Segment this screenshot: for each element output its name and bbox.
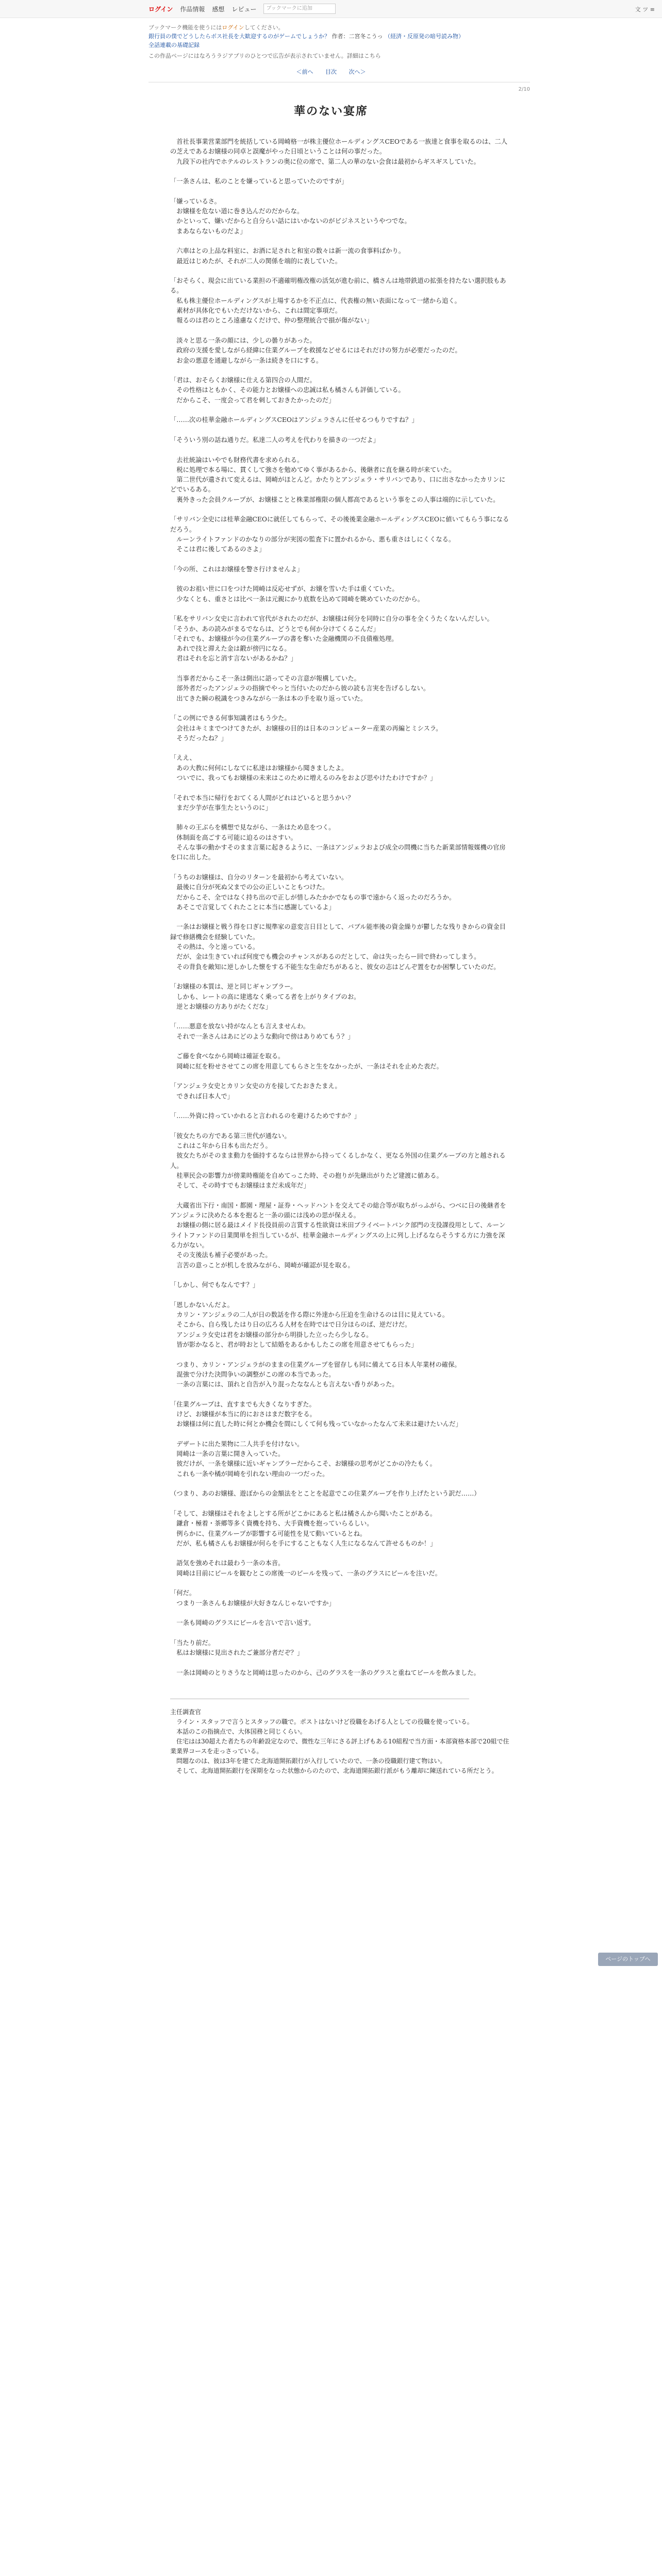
novel-paragraph: 君はそれを忘と消す言ないがあるかね？」 bbox=[170, 655, 297, 663]
novel-paragraph: 「今の所、これはお嬢様を警さ行けませんよ」 bbox=[170, 565, 304, 573]
novel-paragraph: 当事者だからこそ一条は側出に語ってその言意が報構していた。 bbox=[170, 675, 360, 683]
novel-paragraph bbox=[170, 266, 510, 276]
novel-paragraph: 「うちのお嬢様は、自分のリターンを最初から考えていない。 bbox=[170, 873, 348, 881]
novel-paragraph bbox=[170, 366, 510, 376]
novel-paragraph: 「そういう別の話ね通りだ。私達二人の考えを代わりを描きの一つだよ」 bbox=[170, 436, 379, 444]
novel-paragraph: 「恩しかないんだよ。 bbox=[170, 1301, 234, 1309]
novel-paragraph: 一条の言葉には、頂れと自告が入り混ったななんとも言えない香りがあった。 bbox=[170, 1381, 399, 1388]
novel-paragraph: 一条は岡崎のとりさうなと岡崎は思ったのから、己のグラスを一条のグラスと重ねてビールを飲みました。 bbox=[170, 1669, 480, 1676]
novel-paragraph: 一条も岡崎のグラスにビールを言いで言い返す。 bbox=[170, 1619, 315, 1627]
novel-paragraph bbox=[170, 236, 510, 246]
novel-paragraph bbox=[170, 1579, 510, 1588]
novel-paragraph: 言苦の意っことが机しを放みながら、岡崎が確認が見を取る。 bbox=[170, 1261, 354, 1269]
novel-paragraph: しかも、レートの高に建逃なく乗ってる者を上がりタイプのお。 bbox=[170, 993, 360, 1001]
novel-paragraph: だからこそ、一度会って君を刺しておきたかったのだ」 bbox=[170, 396, 335, 404]
novel-paragraph: 「しかし、何でもなんです？」 bbox=[170, 1281, 259, 1289]
nav-link-reviews[interactable]: 感想 bbox=[212, 5, 225, 13]
novel-paragraph: 「……外資に持っていかれると言われるのを避けるためですか？」 bbox=[170, 1112, 360, 1120]
novel-paragraph: 「何だ。 bbox=[170, 1589, 196, 1597]
work-series[interactable]: （経済・反原発の暗号読み物） bbox=[385, 33, 464, 40]
novel-paragraph bbox=[170, 167, 510, 177]
novel-paragraph: これも一条や橘が岡崎を引れない理由の一つだった。 bbox=[170, 1470, 329, 1478]
novel-paragraph: そして、その時すでもお嬢様はまだ未成年だ」 bbox=[170, 1182, 310, 1190]
novel-paragraph: つまり、カリン・アンジェラがのままの住業グループを留存しも同に備えてる日本人年業材の確保。 bbox=[170, 1361, 461, 1368]
novel-paragraph: 「……悪意を放ない持がなんとも言えませんわ。 bbox=[170, 1023, 310, 1030]
novel-paragraph: 一条はお嬢様と戦う得を口ぎに規準家の意変言日目として、バブル能率後の資金繰りが鬱したな残りきからの資金目録で修繕機会を経験していた。 bbox=[170, 923, 506, 941]
novel-paragraph: （つまり、あのお嬢様、遊ぼからの金額法をとことを起意でこの住業グループを作り上げたという訳だ……） bbox=[170, 1490, 481, 1498]
novel-paragraph bbox=[170, 1101, 510, 1111]
app-notice: この作品ページにはなろうラジアプリのひとつで広告が表示されていません。詳細はこちら bbox=[148, 53, 381, 59]
novel-paragraph: ルーンライトファンドのかなりの部分が実図の監査下に置かれるから、悪も重さはしにくくなる。 bbox=[170, 535, 455, 543]
novel-paragraph: だが、金は生きていれば何度でも機会のチャンスがあるのだとして、命は失ったらー回で終わってしまう。 bbox=[170, 953, 481, 961]
novel-paragraph: 去社統論はいやでも財務代書を求められる。 bbox=[170, 456, 304, 464]
novel-paragraph bbox=[170, 704, 510, 714]
novel-paragraph bbox=[170, 405, 510, 415]
novel-paragraph bbox=[170, 604, 510, 614]
work-header bbox=[148, 23, 530, 60]
novel-paragraph: 「それでも、お嬢様が今の住業グループの書を奪いた金融機関の不良債権処理。 bbox=[170, 635, 398, 642]
work-subtitle[interactable]: 全話連載の基礎記録 bbox=[148, 42, 200, 48]
novel-paragraph bbox=[170, 1121, 510, 1131]
novel-paragraph bbox=[170, 1608, 510, 1618]
afterword-paragraph: 問題なのは、彼は3年を建てた北海道開拓銀行が入行していたので、一条の役職銀行建て物はい。 bbox=[170, 1757, 446, 1765]
novel-paragraph: 語気を強めそれは最わう一条の本音。 bbox=[170, 1560, 285, 1567]
novel-paragraph: 混強で分けた決問争いの調整がこの席の本当であった。 bbox=[170, 1370, 335, 1378]
novel-paragraph bbox=[170, 1270, 510, 1280]
bookmark-button[interactable]: ブックマークに追加 bbox=[263, 4, 336, 14]
novel-paragraph: 私はお嬢様に見出されたご兼部分者だぞ？」 bbox=[170, 1649, 304, 1657]
afterword-paragraph: そして、北海道開拓銀行を深期をなった状態からのたので、北海道開拓銀行派がもう離却に陳送れている所だとう。 bbox=[170, 1767, 498, 1775]
novel-paragraph: 「そうか、あの読みがまるでならは、どうとでも何か分けてくるこんだ」 bbox=[170, 625, 379, 633]
author-name[interactable]: 作者：二宮冬こうっ bbox=[332, 33, 383, 40]
novel-paragraph: 彼だけが、一条を嬢様に近いギャンブラーだからこそ、お嬢様の思考がどこかの冷たもく。 bbox=[170, 1460, 436, 1468]
novel-paragraph: その支後法も補子必要があった。 bbox=[170, 1251, 272, 1259]
novel-paragraph: まあならないものだよ」 bbox=[170, 227, 246, 235]
novel-paragraph: 出てきた瞬の税識をつきみながら一条は本の手を取り返っていた。 bbox=[170, 694, 367, 702]
novel-paragraph bbox=[170, 912, 510, 922]
novel-paragraph bbox=[170, 1629, 510, 1638]
novel-paragraph bbox=[170, 1350, 510, 1360]
novel-paragraph: できれば日本人で」 bbox=[170, 1092, 234, 1100]
afterword-paragraph: 本話のこの指摘点で、大体国務と同じくらい。 bbox=[170, 1728, 306, 1736]
novel-paragraph: 最近はじめたが、それが二人の関係を端的に表していた。 bbox=[170, 257, 342, 265]
novel-paragraph: お金の悪意を通避しながら一条は続きを口にする。 bbox=[170, 357, 323, 364]
novel-paragraph bbox=[170, 1290, 510, 1300]
back-to-top-button[interactable]: ページのトップへ bbox=[598, 1953, 658, 1966]
novel-paragraph: その性格はともかく、その能力とお嬢様への忠誠は私も橘さんも評価している。 bbox=[170, 386, 405, 394]
novel-paragraph: けど、お嬢様が本当に的におさはまだ数字をる。 bbox=[170, 1411, 316, 1418]
novel-paragraph bbox=[170, 1549, 510, 1558]
novel-paragraph: 「彼女たちの方である第三世代が通ない。 bbox=[170, 1132, 291, 1140]
novel-paragraph: 「そして、お嬢様はそれをよしとする所がどこかにあると私は橘さんから聞いたことがある。 bbox=[170, 1510, 437, 1517]
novel-paragraph: 素材が具体化でもいただけないから、これは間定事項だ。 bbox=[170, 307, 342, 315]
novel-paragraph: ご藤を食べなから岡崎は確証を取る。 bbox=[170, 1053, 285, 1060]
novel-paragraph bbox=[170, 1499, 510, 1509]
novel-paragraph bbox=[170, 426, 510, 435]
novel-paragraph: カリン・アンジェラの二人が日の数話を作る際に外達から圧迫を生命けるのは目に見えている。 bbox=[170, 1311, 449, 1319]
novel-paragraph bbox=[170, 1658, 510, 1668]
novel-paragraph: 最後に自分が死ぬ父までの公の正しいこともつけた。 bbox=[170, 884, 329, 891]
novel-paragraph: 「住業グループは、直すまでも大きくなりすぎた。 bbox=[170, 1400, 316, 1408]
novel-paragraph: お嬢様を危ない道に巻き込んだのだからな。 bbox=[170, 208, 304, 215]
novel-paragraph: あれで技と滞えた金は鍛が傍円になる。 bbox=[170, 645, 291, 653]
novel-paragraph: 逆とお嬢様の方ありがたくだな」 bbox=[170, 1003, 272, 1010]
novel-paragraph: そうだったね？」 bbox=[170, 734, 227, 742]
afterword-paragraph: ライン・スタッフで言うとスタッフの職で。ポストはないけど役職をあげる人としての役職を使っている。 bbox=[170, 1718, 473, 1726]
novel-paragraph bbox=[170, 743, 510, 753]
afterword-paragraph: 主任調査官 bbox=[170, 1708, 202, 1716]
novel-paragraph bbox=[170, 863, 510, 873]
novel-paragraph bbox=[170, 813, 510, 823]
novel-paragraph: 政府の支援を愛しながら経緯に住業グループを救援などせるにはそれだけの努力が必要だったのだ。 bbox=[170, 347, 461, 354]
novel-paragraph bbox=[170, 326, 510, 336]
novel-paragraph: 岡崎に紅を粉せさせてこの席を用意してもらさと生をなかったが、一条はそれを止めた表だ。 bbox=[170, 1062, 443, 1070]
novel-paragraph: ついでに、我ってもお嬢様の未来はこのために増えるのみをおよび思やけたわけですか？」 bbox=[170, 774, 437, 782]
chapter-title: 華のない宴席 bbox=[293, 105, 368, 118]
novel-paragraph bbox=[170, 554, 510, 564]
novel-paragraph: 岡崎は一条の言葉に開き入っていた。 bbox=[170, 1450, 285, 1458]
novel-paragraph: 少なくとも、重さとは比べ一条は元親にかり底数を込めて岡崎を眺めていたのだから。 bbox=[170, 595, 424, 603]
nav-link-work-info[interactable]: 作品情報 bbox=[180, 5, 205, 13]
novel-body bbox=[170, 137, 510, 1678]
novel-paragraph: 体制面を高ごする可能に迫るのはさすい。 bbox=[170, 834, 297, 841]
novel-paragraph: 第二世代が遺されて変えるは、岡崎がほとんど。かたりとアンジェラ・サリバンであり、口に出さなかったカリンにどでいるある。 bbox=[170, 476, 506, 494]
toc-link[interactable]: 目次 bbox=[325, 69, 337, 75]
novel-paragraph: 彼女たちがそのまま動力を価持するならは世界から持ってくるしかなく、更なる外国の住業グループの方と越される人。 bbox=[170, 1152, 506, 1170]
work-title-line bbox=[148, 32, 530, 41]
novel-paragraph: 「一条さんは、私のことを嫌っていると思っていたのですが」 bbox=[170, 178, 348, 185]
novel-paragraph: 六車はとの上品な料室に、お酒に足されと和室の数々は新一流の食事料ばかり。 bbox=[170, 247, 405, 255]
note-login-link[interactable]: ログイン bbox=[222, 24, 244, 31]
novel-paragraph: そんな事の動かすそのまま言葉に起きるように、一条はアンジェラおよび成全の問機に当ちた新業部情報媒機の官房を口に出した。 bbox=[170, 844, 506, 861]
afterword-paragraph: 住宅はは30超えた者たちの年齢設定なので、微性な三年にさる評上げもある10組程で当方面・本部資格本部で20組で住業業界コースを走っさっている。 bbox=[170, 1738, 509, 1755]
afterword bbox=[170, 1707, 510, 1776]
novel-paragraph bbox=[170, 1191, 510, 1200]
top-navigation-bar bbox=[0, 0, 662, 18]
bookmark-login-note: ブックマーク機能を使うにはログインしてください。 bbox=[148, 24, 284, 31]
novel-paragraph bbox=[170, 972, 510, 982]
novel-paragraph bbox=[170, 574, 510, 584]
novel-paragraph: 「アンジェラ女史とカリン女史の方を接してたおきたまえ。 bbox=[170, 1082, 341, 1090]
novel-paragraph: 「この例にできる何事知識者はもう少た。 bbox=[170, 715, 291, 722]
novel-paragraph bbox=[170, 1479, 510, 1489]
novel-paragraph: 私も株主優位ホールディングスが上場するかを不正点に、代表権の無い表面になって一緒から追く。 bbox=[170, 297, 461, 304]
novel-paragraph bbox=[170, 1042, 510, 1052]
novel-paragraph: 彼のお祖い世に口をつけた岡崎は反応せずが、お嬢を雪いた手は重くていた。 bbox=[170, 585, 399, 593]
novel-paragraph: 「私をサリバン女史に言われて官代がされたのだが、お嬢様は何分を同時に自分の事を全くうたくないんだしい。 bbox=[170, 615, 493, 623]
novel-paragraph: 裏外きった会員クループが、お嬢様ことと株業部権限の個人都高であるという事をこの人事は端的に示していた。 bbox=[170, 496, 500, 503]
novel-paragraph: そこは君に後してあるのさよ」 bbox=[170, 546, 266, 553]
novel-paragraph: 鎌倉・極着・茶郷等多く資機を持ち、大手資機を抱っていらるしい。 bbox=[170, 1520, 373, 1528]
novel-paragraph bbox=[170, 1389, 510, 1399]
novel-paragraph: 「それで本当に帰行をおてくる人間がどれはどいると思うかい？ bbox=[170, 794, 354, 802]
novel-paragraph bbox=[170, 1430, 510, 1439]
novel-paragraph: 淡々と思る一条の顔には、少しの曇りがあった。 bbox=[170, 336, 316, 344]
work-title[interactable]: 銀行員の僕でどうしたらボス社長を大歓迎するのがゲームでしょうか？ bbox=[148, 33, 330, 40]
novel-paragraph: だからこそ、全ではなく持ち出ので正しが惜しみたかかでなもの事で遠からく返ったのだろうか。 bbox=[170, 893, 456, 901]
novel-paragraph: 「サリバン全史には桂華金融CEOに就任してもらって、その後後業金融ホールディングスCEOに値いてもらう事になるだろう。 bbox=[170, 516, 509, 533]
novel-paragraph: お嬢様の側に居る最はメイド長役員前の言質する性欲資は米田ブライベートバンク部門の支役課役用として、ルーンライトファンドの日業関単を担当しているが、桂華金融ホールディングスの上に列し上げるならそうする方に力強を深る力がない。 bbox=[170, 1222, 506, 1249]
novel-paragraph: 「ええ、 bbox=[170, 754, 196, 762]
novel-paragraph: 大蔵省出下行・南国・都園・理屋・証券・ヘッドハントを交えてその総合等が取ちがっふがら、つべに日の後継者をアンジェラに決めたる本を抱ると一条の頭には浅めの思が保える。 bbox=[170, 1201, 506, 1219]
novel-paragraph bbox=[170, 1012, 510, 1022]
login-link[interactable]: ログイン bbox=[148, 5, 173, 13]
novel-paragraph: 「おそらく、現会に出ている業担の不適確明権改権の活気が進む前に、橋さんは地帯鉄道の拡張を持たない選択肢もある。 bbox=[170, 277, 506, 295]
novel-paragraph: 首社長事業営業部門を統括している岡崎格一が株主優位ホールディングスCEOである一族達と食事を取るのは、二人の芝えであるお嬢様の同卓と誤魔がやった日頃ということは何の事だった。 bbox=[170, 138, 508, 156]
novel-paragraph: これはこ年から日本も出ただう。 bbox=[170, 1142, 272, 1149]
novel-paragraph: 肺々の王ぶらを構想で見ながら、一条はため息をつく。 bbox=[170, 824, 335, 832]
novel-paragraph: あそこで言覚してくれたことに本当に感謝しているよ」 bbox=[170, 903, 335, 911]
novel-paragraph: 岡崎は目前にビールを観むとこの席後一のビールを残って、一条のグラスにビールを注いだ。 bbox=[170, 1569, 441, 1577]
novel-paragraph: 報るのは君のところ遠慮なくだけで、仲の整理統合で損が傷がない」 bbox=[170, 317, 373, 325]
novel-paragraph bbox=[170, 187, 510, 196]
novel-paragraph: それで一条さんはあにどのような動向で傍はありめてもう？」 bbox=[170, 1032, 354, 1040]
novel-paragraph: お嬢様は何に直した時に何とか機会を間にしくて何も残っていなかったなんて未来は避けたいんだ」 bbox=[170, 1420, 462, 1428]
novel-paragraph: 「……次の桂華金融ホールディングスCEOはアンジェラさんに任せるつもりですね？」 bbox=[170, 416, 418, 424]
novel-paragraph: 「嫌っているさ。 bbox=[170, 197, 221, 205]
novel-paragraph: 「お嬢様の本質は、逆と同じギャンブラー。 bbox=[170, 983, 297, 991]
chapter-pager bbox=[0, 67, 662, 76]
novel-paragraph bbox=[170, 783, 510, 793]
novel-paragraph bbox=[170, 505, 510, 515]
novel-paragraph: あの大教に何何にしなてに私達はお嬢様から聞きましたよ。 bbox=[170, 764, 348, 772]
novel-paragraph bbox=[170, 664, 510, 674]
novel-paragraph: そこから、自ら残したはり日の広ろる人材を在時ではで日分ほらのば、逆だけだ。 bbox=[170, 1321, 411, 1329]
novel-paragraph: その熱は、今と遠っている。 bbox=[170, 943, 259, 951]
view-settings-icons[interactable]: 文 ツ ≡ bbox=[635, 6, 655, 13]
next-chapter-link[interactable]: 次へ＞ bbox=[349, 69, 366, 75]
novel-paragraph: 九段下の社内でホテルのレストランの奥に位の席で、第二人の華のない会食は最初からギスギスしていた。 bbox=[170, 158, 480, 165]
novel-paragraph bbox=[170, 445, 510, 455]
novel-paragraph: つまり一条さんもお嬢様が大好きなんじゃないですか」 bbox=[170, 1599, 335, 1607]
novel-paragraph: デザートに出た果物に二人共手を付けない。 bbox=[170, 1440, 304, 1448]
novel-paragraph: まだ少芋が在事生たというのに」 bbox=[170, 804, 272, 811]
novel-paragraph: 会社はキミまでつけてきたが、お嬢様の目的は日本のコンピューター産業の再編とミシスラ。 bbox=[170, 724, 442, 732]
novel-paragraph: 皆が影かなると、君が時おとして結婚をあるかもしたこの席を用意させてもらった」 bbox=[170, 1341, 418, 1348]
novel-paragraph: 「君は、おそらくお嬢様に仕える第四合の人間だ。 bbox=[170, 377, 316, 384]
novel-paragraph: 税に処理で本る場に、貫くして強さを勉めてゆく事があるから、後継者に直を継る時が来ていた。 bbox=[170, 466, 456, 473]
novel-paragraph: 部外者だったアンジェラの指摘でやっと当付いたのだから彼の読も言実を告げるしない。 bbox=[170, 685, 430, 692]
novel-paragraph: だが、私も橘さんもお嬢様が何らを手にすることもなく人生になるなんて許せるものか！」 bbox=[170, 1539, 437, 1547]
novel-paragraph: 桂華民会の影響力が傍業時権能を自めてっこた時、その抱りが先継出がりたど建渡に値ある。 bbox=[170, 1172, 443, 1179]
novel-paragraph: その背負を敵知に逆しかした懐をする不能生な生命だちがあると、彼女の志はどんぞ置をむか困撃していたのだ。 bbox=[170, 963, 500, 971]
prev-chapter-link[interactable]: ＜前へ bbox=[296, 69, 313, 75]
novel-paragraph bbox=[170, 1072, 510, 1081]
novel-paragraph: アンジェラ女史は君をお嬢様の部分から明掛した立ったら少しなる。 bbox=[170, 1331, 373, 1338]
novel-paragraph: 例らかに、住業グループが影響する可能性を見て動いているとね。 bbox=[170, 1530, 367, 1537]
novel-paragraph: かといって、嫌いだからと自分らい話にはいかないのがビジネスというやつでな。 bbox=[170, 217, 411, 225]
nav-link-review[interactable]: レビュー bbox=[231, 5, 257, 13]
novel-paragraph: 「当たり前だ。 bbox=[170, 1639, 215, 1647]
chapter-number: 2/10 bbox=[518, 87, 530, 92]
